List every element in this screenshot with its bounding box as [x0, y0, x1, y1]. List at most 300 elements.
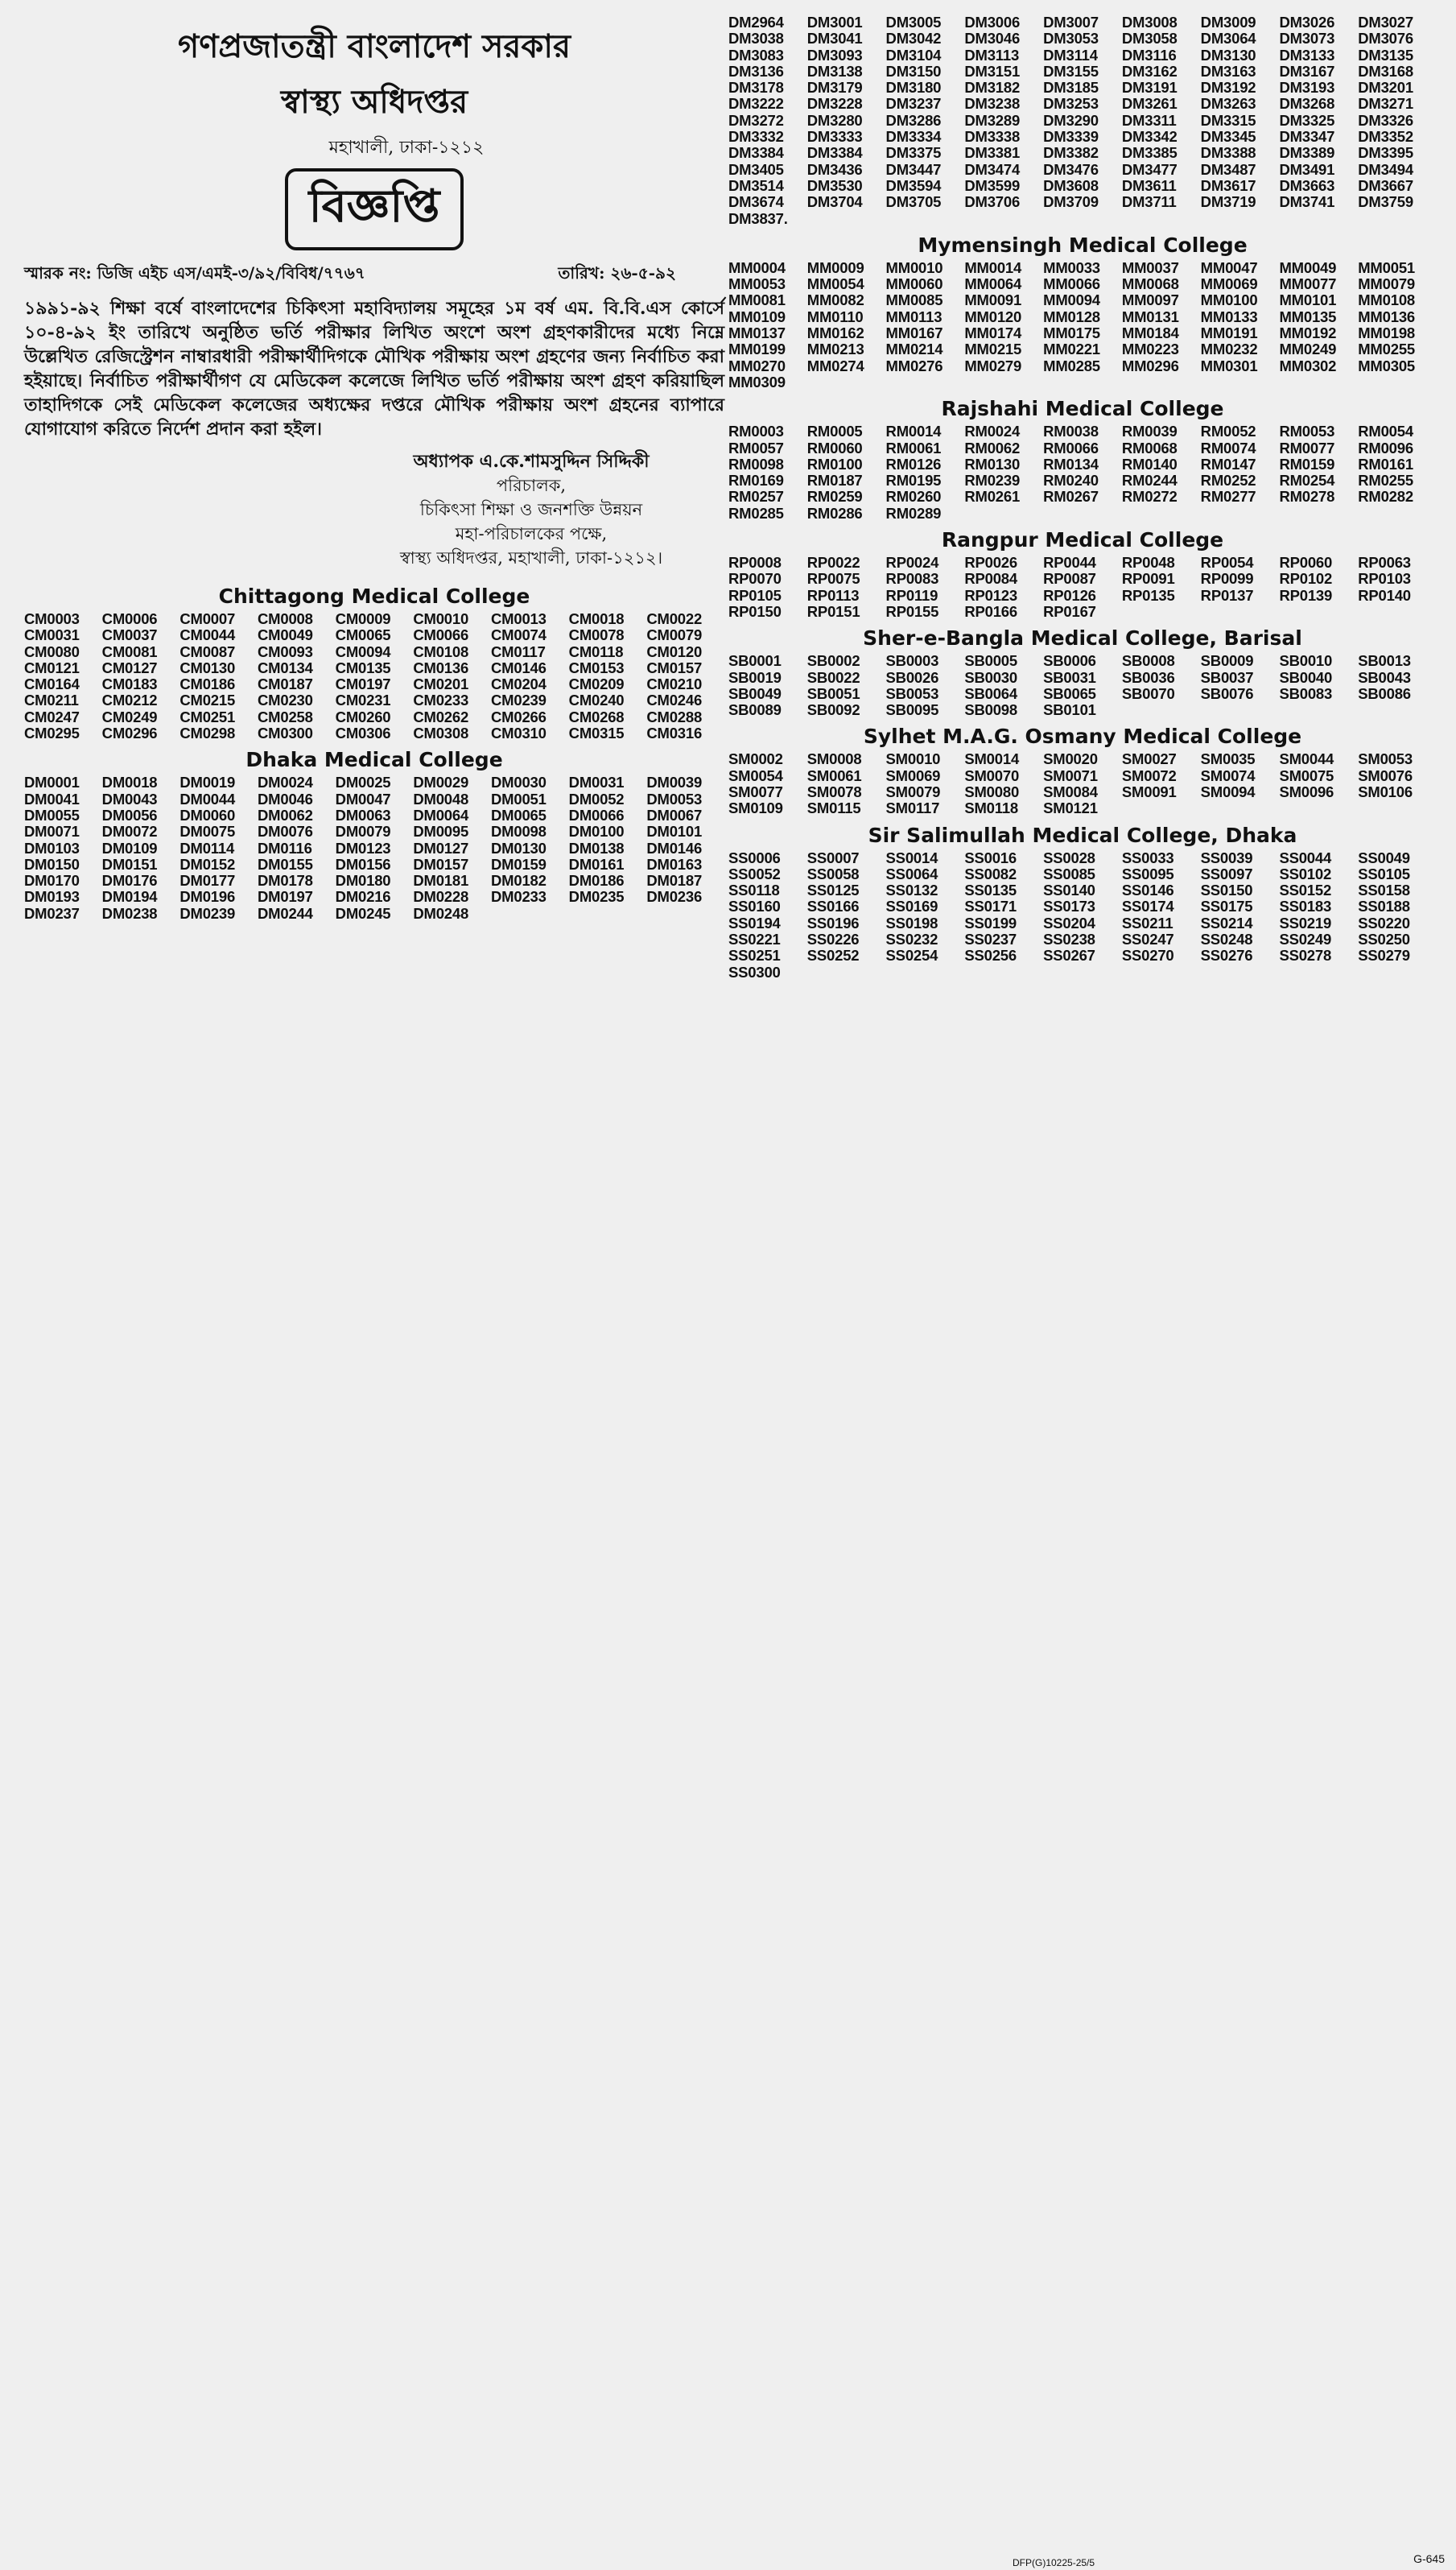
roll-number: DM0130	[490, 840, 547, 857]
roll-number: RM0282	[1358, 489, 1413, 506]
roll-number-grid	[24, 775, 724, 922]
roll-number: SS0238	[1043, 932, 1095, 948]
roll-number: MM0109	[728, 308, 786, 325]
roll-number: DM3315	[1200, 112, 1256, 129]
roll-number: CM0093	[257, 643, 313, 660]
roll-number: SB0001	[728, 653, 782, 670]
roll-number: SB0089	[728, 702, 782, 719]
roll-number: CM0186	[179, 676, 236, 693]
roll-number: DM3114	[1043, 47, 1098, 64]
roll-number: RP0060	[1279, 555, 1333, 572]
roll-number: RP0113	[806, 587, 860, 604]
roll-number: SM0044	[1279, 751, 1334, 768]
roll-number: CM0013	[490, 611, 547, 627]
roll-number: SB0051	[806, 685, 860, 702]
roll-number: CM0212	[101, 692, 158, 709]
roll-number: SS0226	[806, 932, 860, 948]
roll-number: SB0008	[1121, 653, 1175, 670]
roll-number: SS0219	[1279, 915, 1332, 932]
roll-number: CM0094	[335, 643, 391, 660]
roll-number: SM0117	[885, 800, 940, 817]
roll-number: DM3191	[1121, 80, 1178, 97]
roll-number: SM0076	[1358, 767, 1413, 784]
roll-number: MM0100	[1200, 292, 1258, 309]
roll-number: SB0013	[1358, 653, 1411, 670]
notice-title: বিজ্ঞপ্তি	[24, 168, 724, 250]
roll-number: RP0075	[806, 571, 860, 588]
roll-number: DM0103	[24, 840, 80, 857]
roll-number: MM0249	[1279, 341, 1337, 358]
roll-number-grid	[24, 611, 724, 742]
gov-header: গণপ্রজাতন্ত্রী বাংলাদেশ সরকার	[178, 27, 571, 65]
roll-number: RM0195	[885, 473, 942, 490]
roll-number: DM3167	[1279, 63, 1335, 80]
roll-number: DM3709	[1043, 194, 1099, 211]
roll-number: DM0182	[490, 873, 547, 890]
roll-number: DM3008	[1121, 14, 1178, 31]
roll-number: SB0098	[964, 702, 1017, 719]
roll-number: CM0136	[413, 659, 469, 676]
roll-number: DM0064	[413, 807, 469, 824]
roll-number: RM0285	[728, 505, 784, 522]
signatory-name: অধ্যাপক এ.কে.শামসুদ্দিন সিদ্দিকী	[413, 451, 650, 472]
roll-number: MM0309	[728, 374, 786, 390]
roll-number: CM0130	[179, 659, 236, 676]
roll-number: DM3384	[806, 145, 863, 162]
roll-number: MM0162	[806, 325, 864, 342]
roll-number: SB0026	[885, 669, 939, 686]
roll-number: SM0053	[1358, 751, 1413, 768]
roll-number: DM0109	[101, 840, 158, 857]
roll-number: CM0118	[568, 643, 624, 660]
roll-number: SB0065	[1043, 685, 1096, 702]
roll-number: CM0258	[257, 709, 313, 725]
roll-number: SS0118	[728, 882, 780, 899]
college-heading: Rangpur Medical College	[941, 528, 1224, 552]
roll-number: SS0016	[964, 849, 1017, 866]
roll-number: DM3007	[1043, 14, 1099, 31]
roll-number: DM3474	[964, 161, 1021, 178]
roll-number: SS0248	[1200, 932, 1253, 948]
roll-number: CM0310	[490, 725, 547, 742]
roll-number: DM3180	[885, 80, 942, 97]
roll-number: RM0267	[1043, 489, 1099, 506]
roll-number: DM3133	[1279, 47, 1335, 64]
roll-number: MM0198	[1358, 325, 1415, 342]
roll-number: DM0155	[257, 856, 313, 873]
roll-number: RM0187	[806, 473, 863, 490]
roll-number: RM0068	[1121, 440, 1178, 457]
signatory-unit: চিকিৎসা শিক্ষা ও জনশক্তি উন্নয়ন	[419, 500, 643, 519]
roll-number: DM0176	[101, 873, 158, 890]
roll-number: RM0278	[1279, 489, 1335, 506]
roll-number: CM0006	[101, 611, 158, 627]
roll-number: SM0069	[885, 767, 941, 784]
signatory-office: স্বাস্থ্য অধিদপ্তর, মহাখালী, ঢাকা-১২১২।	[399, 548, 663, 568]
roll-number: DM0187	[646, 873, 703, 890]
roll-number: DM3706	[964, 194, 1021, 211]
roll-number: SS0028	[1043, 849, 1095, 866]
roll-number: RM0134	[1043, 456, 1099, 473]
roll-number: DM0116	[257, 840, 312, 857]
roll-number: RM0074	[1200, 440, 1256, 457]
roll-number: DM0235	[568, 889, 625, 906]
roll-number: SM0096	[1279, 783, 1334, 800]
roll-number: DM3046	[964, 31, 1021, 48]
roll-number: DM3185	[1043, 80, 1099, 97]
roll-number: MM0270	[728, 357, 786, 374]
roll-number: SB0037	[1200, 669, 1254, 686]
roll-number: DM0066	[568, 807, 625, 824]
roll-number: RM0003	[728, 424, 784, 440]
roll-number: CM0262	[413, 709, 469, 725]
roll-number: MM0110	[806, 308, 864, 325]
roll-number: RP0083	[885, 571, 939, 588]
roll-number: MM0214	[885, 341, 943, 358]
roll-number: MM0066	[1043, 276, 1100, 293]
roll-number: MM0232	[1200, 341, 1258, 358]
signature-block	[338, 449, 724, 570]
signatory-behalf: মহা-পরিচালকের পক্ষে,	[455, 524, 608, 543]
roll-number: DM3342	[1121, 129, 1178, 146]
roll-number: SB0009	[1200, 653, 1254, 670]
roll-number: SM0077	[728, 783, 783, 800]
roll-number: DM0196	[179, 889, 236, 906]
roll-number: DM0063	[335, 807, 391, 824]
roll-number: SS0220	[1358, 915, 1410, 932]
roll-number: RM0024	[964, 424, 1021, 440]
roll-number: SM0121	[1043, 800, 1098, 817]
roll-number: RM0098	[728, 456, 784, 473]
roll-number: DM3326	[1358, 112, 1413, 129]
roll-number: SS0014	[885, 849, 938, 866]
roll-number: RP0105	[728, 587, 782, 604]
roll-number: RM0261	[964, 489, 1021, 506]
roll-number: CM0146	[490, 659, 547, 676]
roll-number: DM3339	[1043, 129, 1099, 146]
department-header: স্বাস্থ্য অধিদপ্তর	[280, 83, 468, 121]
roll-number: SB0022	[806, 669, 860, 686]
roll-number: RP0091	[1121, 571, 1175, 588]
roll-number: SM0118	[964, 800, 1019, 817]
roll-number: DM3334	[885, 129, 942, 146]
roll-number: DM0157	[413, 856, 469, 873]
roll-number: DM0060	[179, 807, 236, 824]
roll-number: DM0194	[101, 889, 158, 906]
roll-number: SB0019	[728, 669, 782, 686]
roll-number: RM0252	[1200, 473, 1256, 490]
roll-number: SS0221	[728, 932, 781, 948]
roll-number: MM0033	[1043, 259, 1100, 276]
roll-number: RM0061	[885, 440, 942, 457]
roll-number: MM0108	[1358, 292, 1415, 309]
left-sections	[24, 585, 724, 922]
roll-number-grid	[728, 751, 1437, 816]
roll-number: CM0078	[568, 627, 625, 644]
roll-number: RM0161	[1358, 456, 1413, 473]
roll-number: DM0056	[101, 807, 158, 824]
roll-number: RM0100	[806, 456, 863, 473]
roll-number: CM0249	[101, 709, 158, 725]
roll-number: SM0035	[1200, 751, 1256, 768]
roll-number: RM0077	[1279, 440, 1335, 457]
roll-number: DM0043	[101, 791, 158, 808]
roll-number: RM0130	[964, 456, 1021, 473]
roll-number: DM3263	[1200, 96, 1256, 113]
roll-number: DM3663	[1279, 177, 1335, 194]
roll-number: DM3163	[1200, 63, 1256, 80]
roll-number: SM0084	[1043, 783, 1098, 800]
roll-number: RM0244	[1121, 473, 1178, 490]
roll-number-grid	[728, 260, 1437, 390]
roll-number: CM0008	[257, 611, 313, 627]
roll-number: RM0289	[885, 505, 942, 522]
roll-number: RM0159	[1279, 456, 1335, 473]
roll-number: CM0260	[335, 709, 391, 725]
roll-number: DM3009	[1200, 14, 1256, 31]
roll-number: CM0209	[568, 676, 625, 693]
roll-number: SS0278	[1279, 948, 1332, 965]
roll-number: SS0188	[1358, 899, 1410, 915]
roll-number: DM0018	[101, 775, 158, 791]
roll-number: CM0044	[179, 627, 236, 644]
roll-number-grid	[728, 14, 1437, 227]
roll-number: DM3261	[1121, 96, 1178, 113]
roll-number: DM0152	[179, 856, 236, 873]
address-line: মহাখালী, ঢাকা-১২১২	[328, 138, 485, 158]
roll-number: CM0308	[413, 725, 469, 742]
roll-number: DM0163	[646, 856, 703, 873]
roll-number-grid	[728, 850, 1437, 981]
roll-number: RM0169	[728, 473, 784, 490]
roll-number: MM0094	[1043, 292, 1100, 309]
roll-number: DM0156	[335, 856, 391, 873]
roll-number: CM0049	[257, 627, 313, 644]
roll-number: SS0247	[1121, 932, 1174, 948]
roll-number: CM0007	[179, 611, 236, 627]
roll-number: SS0085	[1043, 866, 1095, 882]
roll-number: DM0098	[490, 824, 547, 841]
roll-number: DM3389	[1279, 145, 1335, 162]
roll-number: DM3530	[806, 177, 863, 194]
roll-number: SS0169	[885, 899, 938, 915]
roll-number: DM3268	[1279, 96, 1335, 113]
roll-number: RP0022	[806, 555, 860, 572]
roll-number: DM0071	[24, 824, 80, 841]
roll-number: CM0298	[179, 725, 236, 742]
roll-number: CM0247	[24, 709, 80, 725]
college-heading: Sir Salimullah Medical College, Dhaka	[868, 823, 1297, 847]
roll-number: DM0076	[257, 824, 313, 841]
roll-number: MM0174	[964, 325, 1022, 342]
roll-number: CM0157	[646, 659, 703, 676]
roll-number: DM0138	[568, 840, 625, 857]
roll-number: DM0161	[568, 856, 625, 873]
roll-number: DM3136	[728, 63, 784, 80]
roll-number: DM0039	[646, 775, 703, 791]
college-heading: Chittagong Medical College	[218, 585, 530, 608]
roll-number-grid	[728, 653, 1437, 718]
roll-number: DM3385	[1121, 145, 1178, 162]
college-section	[24, 748, 724, 922]
roll-number: RP0151	[806, 603, 860, 620]
roll-number: MM0081	[728, 292, 786, 309]
roll-number: SS0214	[1200, 915, 1253, 932]
signatory-title: পরিচালক,	[496, 476, 567, 495]
roll-number: DM3006	[964, 14, 1021, 31]
roll-number: SS0006	[728, 849, 781, 866]
roll-number: CM0065	[335, 627, 391, 644]
roll-number: SS0171	[964, 899, 1017, 915]
roll-number: MM0279	[964, 357, 1022, 374]
roll-number: SM0094	[1200, 783, 1256, 800]
roll-number: DM0237	[24, 905, 80, 922]
roll-number: SS0044	[1279, 849, 1332, 866]
roll-number: CM0201	[413, 676, 469, 693]
roll-number: RP0167	[1043, 603, 1096, 620]
roll-number: DM3382	[1043, 145, 1099, 162]
roll-number: DM3113	[964, 47, 1020, 64]
roll-number: RM0254	[1279, 473, 1335, 490]
roll-number: CM0246	[646, 692, 703, 709]
roll-number: DM0151	[101, 856, 158, 873]
roll-number: CM0266	[490, 709, 547, 725]
roll-number: DM3253	[1043, 96, 1099, 113]
roll-number: SS0150	[1200, 882, 1253, 899]
roll-number: DM0041	[24, 791, 80, 808]
notice-body: ১৯৯১-৯২ শিক্ষা বর্ষে বাংলাদেশের চিকিৎসা মহাবিদ্যালয় সমূহের ১ম বর্ষ এম. বি.বি.এস কোর্সে ১০-৪-৯২ ইং তারিখে অনুষ্ঠিত ভর্তি পরীক্ষার লিখিত অংশে অংশ গ্রহণকারীদের মধ্যে নিম্নে উল্লেখিত রেজিস্ট্রেশন নাম্বারধারী পরীক্ষার্থীদিগকে মৌখিক পরীক্ষায় অংশ গ্রহণের জন্য নির্বাচিত করা হইয়াছে। নির্বাচিত পরীক্ষার্থীগণ যে মেডিকেল কলেজে লিখিত ভর্তি পরীক্ষায় অংশ গ্রহণ করিয়াছিল তাহাদিগকে সেই মেডিকেল কলেজের অধ্যক্ষের দপ্তরে মৌখিক পরীক্ষায় অংশ গ্রহনের ব্যাপারে যোগাযোগ করিতে নির্দেশ প্রদান করা হইল।	[24, 298, 724, 440]
college-section	[728, 14, 1437, 227]
roll-number: SS0105	[1358, 866, 1410, 882]
roll-number: CM0268	[568, 709, 625, 725]
roll-number: SS0173	[1043, 899, 1095, 915]
roll-number: DM3027	[1358, 14, 1413, 31]
roll-number: SB0040	[1279, 669, 1333, 686]
roll-number: DM0233	[490, 889, 547, 906]
roll-number: MM0305	[1358, 357, 1415, 374]
roll-number: SB0010	[1279, 653, 1333, 670]
roll-number: CM0135	[335, 659, 391, 676]
roll-number: SS0300	[728, 964, 781, 981]
roll-number: DM0170	[24, 873, 80, 890]
roll-number: SS0146	[1121, 882, 1174, 899]
roll-number: DM3759	[1358, 194, 1413, 211]
roll-number: SS0175	[1200, 899, 1253, 915]
roll-number: DM0239	[179, 905, 236, 922]
roll-number: CM0300	[257, 725, 313, 742]
roll-number: CM0210	[646, 676, 703, 693]
roll-number: DM0075	[179, 824, 236, 841]
roll-number: SM0091	[1121, 783, 1177, 800]
roll-number: DM0051	[490, 791, 547, 808]
roll-number: RP0054	[1200, 555, 1254, 572]
roll-number: RM0060	[806, 440, 863, 457]
roll-number: DM3719	[1200, 194, 1256, 211]
roll-number-grid	[728, 555, 1437, 620]
roll-number: DM3005	[885, 14, 942, 31]
roll-number: CM0197	[335, 676, 391, 693]
roll-number: MM0120	[964, 308, 1022, 325]
roll-number: DM3395	[1358, 145, 1413, 162]
roll-number: SS0160	[728, 899, 781, 915]
roll-number: SS0174	[1121, 899, 1174, 915]
roll-number: RP0126	[1043, 587, 1096, 604]
roll-number: DM3193	[1279, 80, 1335, 97]
roll-number: SS0183	[1279, 899, 1332, 915]
roll-number: RP0150	[728, 603, 782, 620]
roll-number: SS0194	[728, 915, 781, 932]
college-section	[728, 528, 1437, 620]
roll-number: DM3311	[1121, 112, 1177, 129]
roll-number: DM3201	[1358, 80, 1413, 97]
roll-number: DM0065	[490, 807, 547, 824]
roll-number: SM0079	[885, 783, 941, 800]
roll-number: DM3083	[728, 47, 784, 64]
roll-number: DM3837.	[728, 210, 788, 227]
roll-number: CM0164	[24, 676, 80, 693]
roll-number: RM0054	[1358, 424, 1413, 440]
roll-number: DM3104	[885, 47, 942, 64]
roll-number: SS0232	[885, 932, 938, 948]
roll-number: DM3608	[1043, 177, 1099, 194]
roll-number: DM0228	[413, 889, 469, 906]
roll-number: MM0133	[1200, 308, 1258, 325]
roll-number: MM0167	[885, 325, 943, 342]
roll-number: DM3494	[1358, 161, 1413, 178]
college-heading: Rajshahi Medical College	[941, 397, 1224, 421]
right-column	[728, 14, 1437, 981]
roll-number: MM0053	[728, 276, 786, 293]
roll-number: DM3138	[806, 63, 863, 80]
roll-number: SM0072	[1121, 767, 1177, 784]
roll-number: MM0285	[1043, 357, 1100, 374]
roll-number: DM0100	[568, 824, 625, 841]
college-heading: Sylhet M.A.G. Osmany Medical College	[863, 725, 1302, 749]
roll-number: DM0186	[568, 873, 625, 890]
roll-number: CM0037	[101, 627, 158, 644]
roll-number: SS0039	[1200, 849, 1253, 866]
roll-number: SB0086	[1358, 685, 1411, 702]
roll-number: RP0070	[728, 571, 782, 588]
roll-number: CM0204	[490, 676, 547, 693]
roll-number: DM0055	[24, 807, 80, 824]
roll-number: MM0060	[885, 276, 943, 293]
roll-number: DM3162	[1121, 63, 1178, 80]
roll-number: CM0108	[413, 643, 469, 660]
roll-number: RP0137	[1200, 587, 1254, 604]
roll-number: DM3674	[728, 194, 784, 211]
roll-number: SS0254	[885, 948, 938, 965]
roll-number: MM0135	[1279, 308, 1337, 325]
roll-number: DM3222	[728, 96, 784, 113]
roll-number: DM3182	[964, 80, 1021, 97]
roll-number: MM0192	[1279, 325, 1337, 342]
roll-number: DM0044	[179, 791, 236, 808]
roll-number: DM3178	[728, 80, 784, 97]
roll-number: RM0096	[1358, 440, 1413, 457]
roll-number: SB0002	[806, 653, 860, 670]
roll-number: CM0251	[179, 709, 236, 725]
roll-number: SM0106	[1358, 783, 1413, 800]
roll-number: RP0024	[885, 555, 939, 572]
roll-number: DM3487	[1200, 161, 1256, 178]
roll-number: MM0068	[1121, 276, 1179, 293]
roll-number: SM0054	[728, 767, 783, 784]
roll-number: MM0079	[1358, 276, 1415, 293]
roll-number: DM3388	[1200, 145, 1256, 162]
roll-number: RM0259	[806, 489, 863, 506]
roll-number: DM3384	[728, 145, 784, 162]
